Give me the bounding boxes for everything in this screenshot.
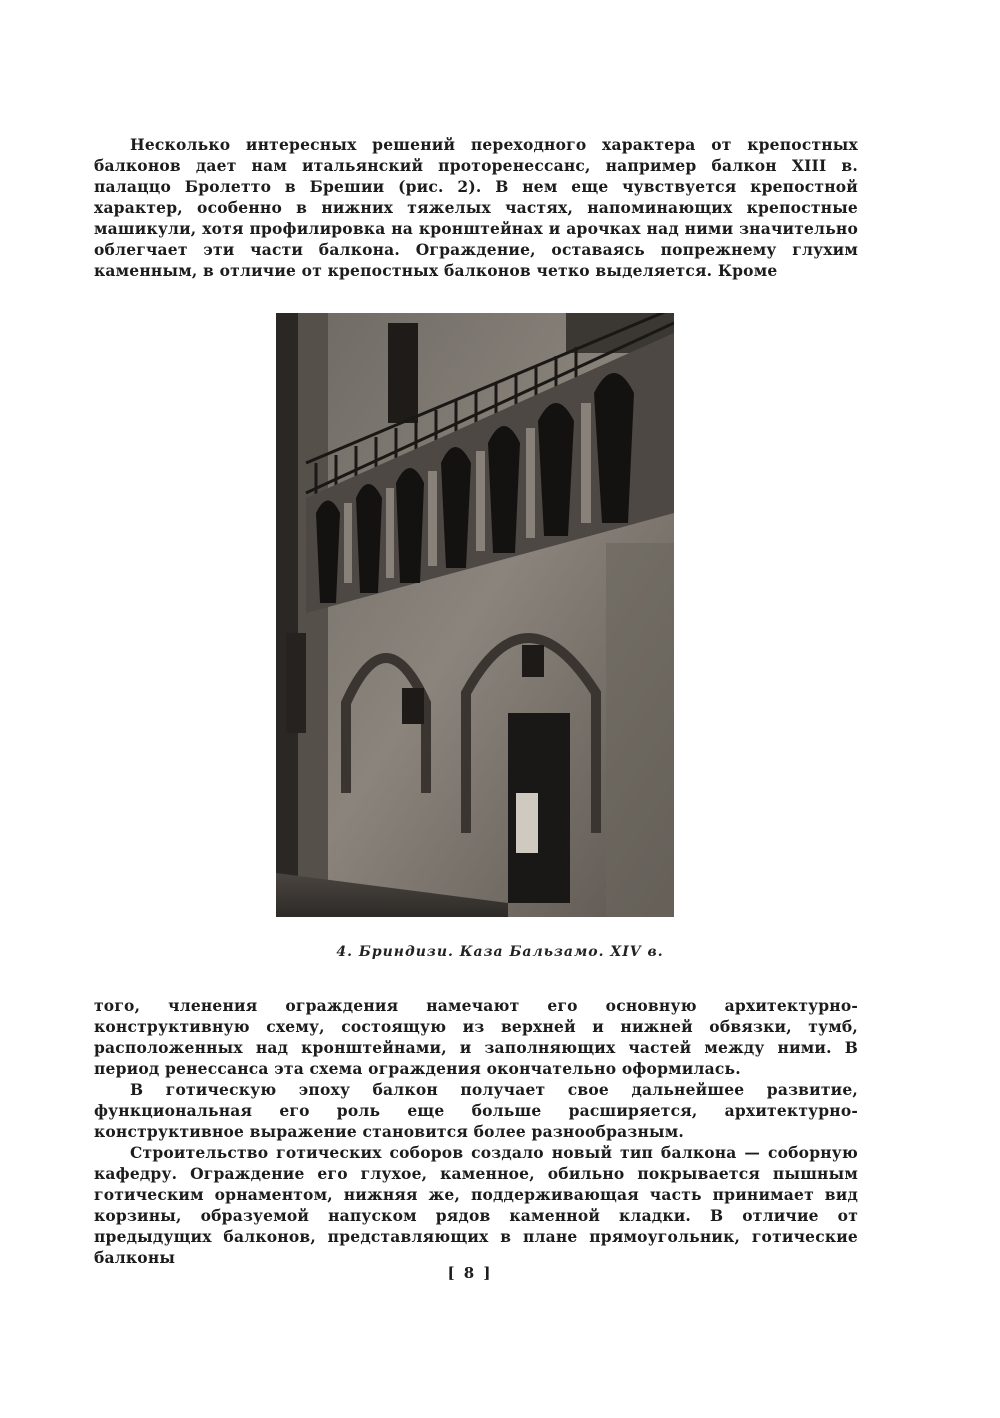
- photo-casa-balsamo: [276, 313, 674, 917]
- figure-photo: [276, 313, 674, 917]
- figure-caption: 4. Бриндизи. Каза Бальзамо. XIV в.: [336, 944, 664, 960]
- page-number: [ 8 ]: [447, 1264, 493, 1282]
- text-block-top: [94, 134, 858, 281]
- paragraph: Строительство готических соборов создало новый тип балкона — соборную кафедру. Ограждение его глухое, каменное, обильно покрывается пышным готическим орнаментом, нижняя же, поддерживающая часть принимает вид корзины, образуемой напуском рядов каменной кладки. В отличие от предыдущих балконов, представляющих в плане прямоугольник, готические балконы: [94, 1143, 858, 1267]
- paragraph: того, членения ограждения намечают его основную архитектурно-конструктивную схему, состоящую из верхней и нижней обвязки, тумб, расположенных над кронштейнами, и заполняющих частей между ними. В период ренессанса эта схема ограждения окончательно оформилась.: [94, 996, 858, 1078]
- paragraph: В готическую эпоху балкон получает свое дальнейшее развитие, функциональная его роль еще больше расширяется, архитектурно-конструктивное выражение становится более разнообразным.: [94, 1080, 858, 1141]
- text-block-bottom: [94, 995, 858, 1268]
- paragraph: Несколько интересных решений переходного характера от крепостных балконов дает нам итальянский проторенессанс, например балкон XIII в. палаццо Бролетто в Брешии (рис. 2). В нем еще чувствуется крепостной характер, особенно в нижних тяжелых частях, напоминающих крепостные машикули, хотя профилировка на кронштейнах и арочках над ними значительно облегчает эти части балкона. Ограждение, оставаясь попрежнему глухим каменным, в отличие от крепостных балконов четко выделяется. Кроме: [94, 135, 858, 280]
